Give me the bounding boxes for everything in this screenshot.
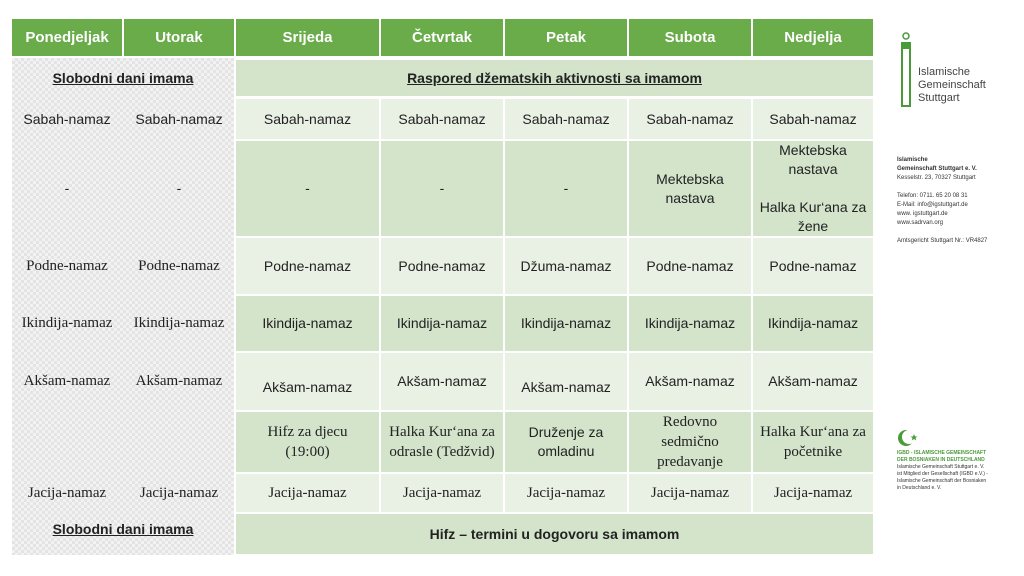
cell-activity-thu: Halka Kur‘ana za odrasle (Tedžvid) bbox=[381, 412, 503, 472]
header-day-4: Četvrtak bbox=[381, 19, 503, 56]
schedule-title: Raspored džematskih aktivnosti sa imamom bbox=[236, 60, 873, 96]
cell-jacija-tue: Jacija-namaz bbox=[139, 484, 219, 501]
contact-court: Amtsgericht Stuttgart Nr.: VR4827 bbox=[897, 238, 988, 244]
cell-ikindija-wed: Ikindija-namaz bbox=[236, 296, 379, 351]
contact-block bbox=[897, 156, 1017, 246]
cell-podne-tue: Podne-namaz bbox=[138, 257, 220, 274]
cell-aksam-sun: Akšam-namaz bbox=[753, 353, 873, 410]
cell-aksam-wed: Akšam-namaz bbox=[236, 353, 379, 410]
igbd-block bbox=[897, 450, 1021, 492]
cell-ikindija-sat: Ikindija-namaz bbox=[629, 296, 751, 351]
cell-sabah-tue: Sabah-namaz bbox=[135, 110, 223, 127]
cell-sabah-thu: Sabah-namaz bbox=[381, 99, 503, 139]
cell-sabah-mon: Sabah-namaz bbox=[23, 110, 111, 127]
contact-address: Kesselstr. 23, 70327 Stuttgart bbox=[897, 175, 976, 181]
cell-mekteb-tue: - bbox=[176, 180, 182, 197]
cell-activity-wed: Hifz za djecu (19:00) bbox=[236, 412, 379, 472]
igbd-subtitle: DER BOSNIAKEN IN DEUTSCHLAND bbox=[897, 457, 985, 463]
igbd-line-4: in Deutschland e. V. bbox=[897, 485, 942, 491]
cell-aksam-thu: Akšam-namaz bbox=[381, 353, 503, 410]
cell-mekteb-fri: - bbox=[505, 141, 627, 236]
minaret-logo-icon bbox=[898, 32, 916, 108]
igbd-line-2: ist Mitglied der Gesellschaft (IGBD e.V.) - bbox=[897, 471, 988, 477]
cell-sabah-sun: Sabah-namaz bbox=[753, 99, 873, 139]
cell-jacija-fri: Jacija-namaz bbox=[505, 474, 627, 512]
contact-org-2: Gemeinschaft Stuttgart e. V. bbox=[897, 166, 977, 172]
cell-jacija-wed: Jacija-namaz bbox=[236, 474, 379, 512]
cell-aksam-fri: Akšam-namaz bbox=[505, 353, 627, 410]
igbd-line-1: Islamische Gemeinschaft Stuttgart e. V. bbox=[897, 464, 985, 470]
cell-sabah-wed: Sabah-namaz bbox=[236, 99, 379, 139]
cell-podne-sat: Podne-namaz bbox=[629, 238, 751, 294]
footer-hifz: Hifz – termini u dogovoru sa imamom bbox=[236, 514, 873, 554]
cell-activity-fri: Druženje za omladinu bbox=[505, 412, 627, 472]
contact-org-1: Islamische bbox=[897, 157, 928, 163]
header-day-1: Ponedjeljak bbox=[12, 19, 122, 56]
logo-line-3: Stuttgart bbox=[918, 92, 960, 104]
cell-jacija-mon: Jacija-namaz bbox=[27, 484, 107, 501]
cell-ikindija-thu: Ikindija-namaz bbox=[381, 296, 503, 351]
cell-aksam-mon: Akšam-namaz bbox=[23, 373, 111, 390]
cell-mekteb-mon: - bbox=[64, 180, 70, 197]
cell-jacija-sun: Jacija-namaz bbox=[753, 474, 873, 512]
cell-activity-sun: Halka Kur‘ana za početnike bbox=[753, 412, 873, 472]
cell-activity-sat: Redovno sedmično predavanje bbox=[629, 412, 751, 472]
crescent-star-icon bbox=[897, 428, 919, 448]
logo-line-2: Gemeinschaft bbox=[918, 79, 986, 91]
cell-podne-wed: Podne-namaz bbox=[236, 238, 379, 294]
cell-mekteb-sat: Mektebska nastava bbox=[629, 141, 751, 236]
footer-free-days: Slobodni dani imama bbox=[52, 521, 194, 537]
cell-activity-mon bbox=[12, 412, 122, 472]
cell-ikindija-sun: Ikindija-namaz bbox=[753, 296, 873, 351]
header-day-7: Nedjelja bbox=[753, 19, 873, 56]
header-day-2: Utorak bbox=[124, 19, 234, 56]
cell-ikindija-mon: Ikindija-namaz bbox=[21, 315, 113, 332]
contact-web-2: www.sadrvan.org bbox=[897, 220, 944, 226]
cell-aksam-sat: Akšam-namaz bbox=[629, 353, 751, 410]
cell-activity-tue bbox=[124, 412, 234, 472]
header-day-5: Petak bbox=[505, 19, 627, 56]
contact-web-1: www. igstuttgart.de bbox=[897, 211, 948, 217]
igbd-title: IGBD - ISLAMISCHE GEMEINSCHAFT bbox=[897, 450, 987, 456]
free-days-label: Slobodni dani imama bbox=[52, 69, 194, 86]
header-day-6: Subota bbox=[629, 19, 751, 56]
cell-mekteb-thu: - bbox=[381, 141, 503, 236]
cell-podne-fri: Džuma-namaz bbox=[505, 238, 627, 294]
logo-line-1: Islamische bbox=[918, 66, 970, 78]
cell-mekteb-wed: - bbox=[236, 141, 379, 236]
contact-email: E-Mail: info@igstuttgart.de bbox=[897, 202, 968, 208]
cell-aksam-tue: Akšam-namaz bbox=[135, 373, 223, 390]
cell-ikindija-tue: Ikindija-namaz bbox=[133, 315, 225, 332]
contact-phone: Telefon: 0711. 65 20 08 31 bbox=[897, 193, 968, 199]
cell-mekteb-sun: Mektebska nastava Halka Kur‘ana za žene bbox=[753, 141, 873, 236]
cell-sabah-fri: Sabah-namaz bbox=[505, 99, 627, 139]
igbd-line-3: Islamische Gemeinschaft der Bosniaken bbox=[897, 478, 987, 484]
cell-podne-thu: Podne-namaz bbox=[381, 238, 503, 294]
cell-sabah-sat: Sabah-namaz bbox=[629, 99, 751, 139]
logo-text bbox=[918, 66, 1018, 105]
cell-jacija-thu: Jacija-namaz bbox=[381, 474, 503, 512]
cell-ikindija-fri: Ikindija-namaz bbox=[505, 296, 627, 351]
cell-jacija-sat: Jacija-namaz bbox=[629, 474, 751, 512]
cell-podne-sun: Podne-namaz bbox=[753, 238, 873, 294]
header-day-3: Srijeda bbox=[236, 19, 379, 56]
cell-podne-mon: Podne-namaz bbox=[26, 257, 108, 274]
